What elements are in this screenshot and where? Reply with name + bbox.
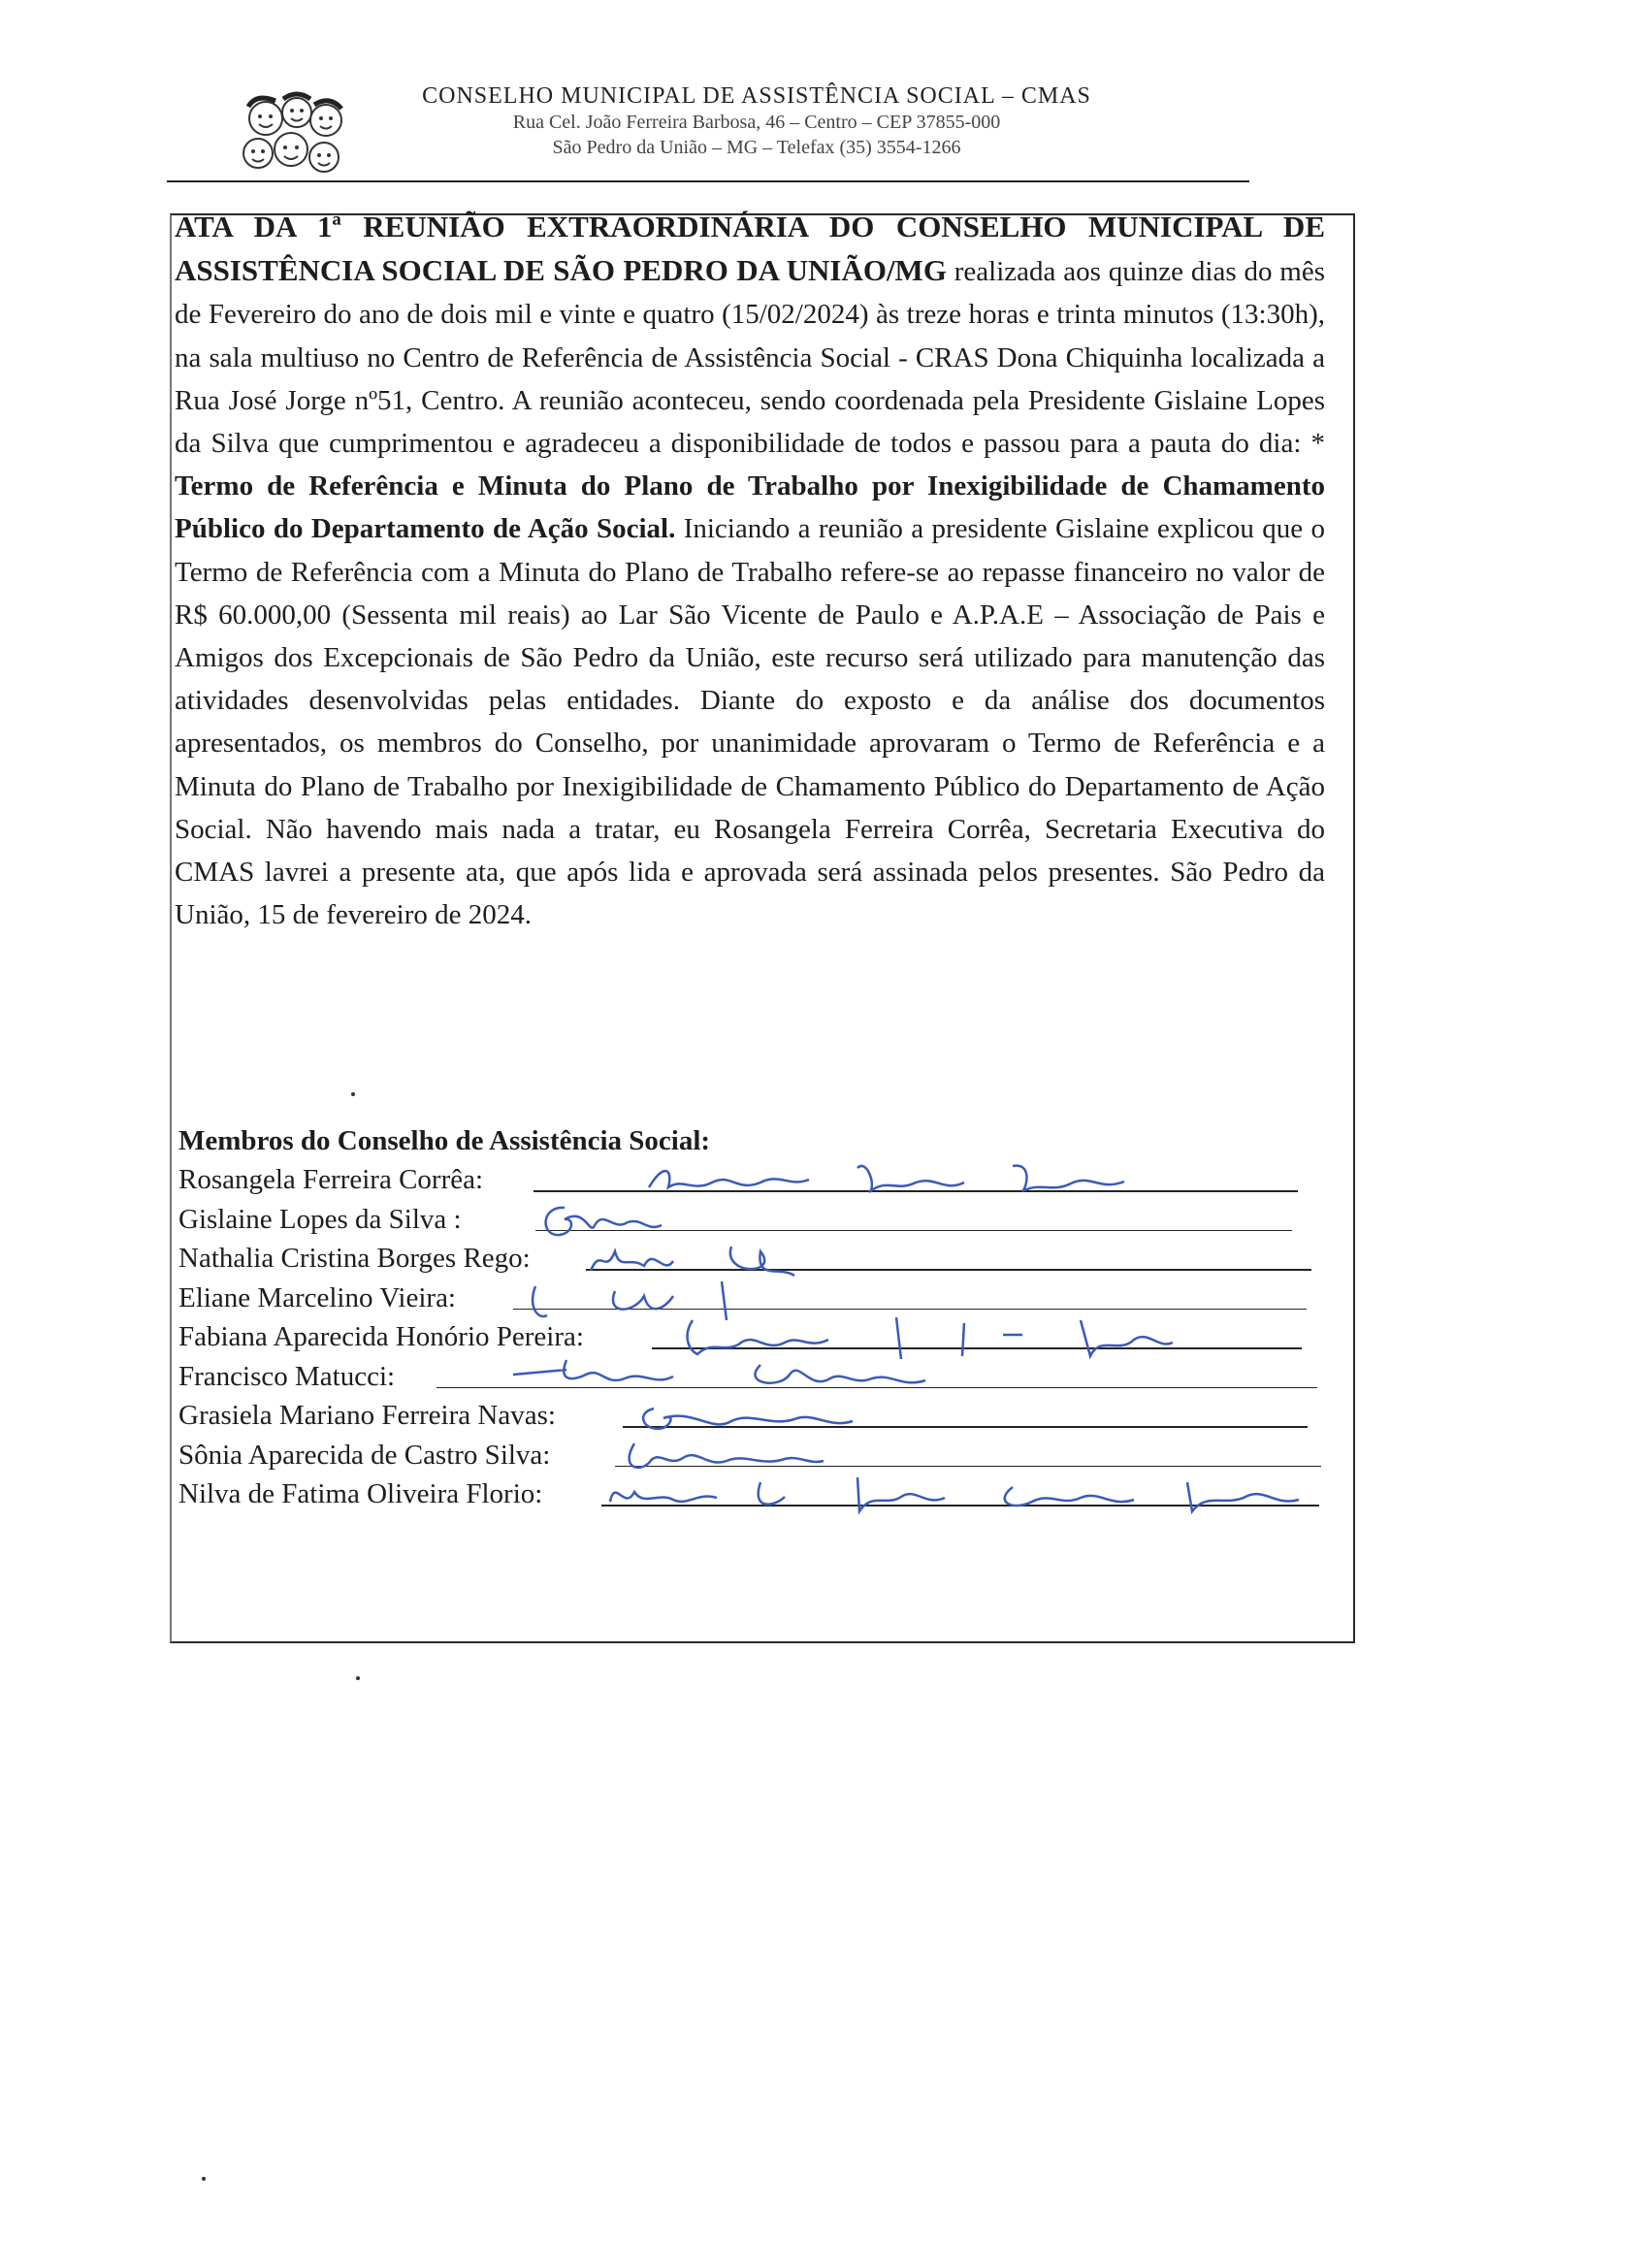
scan-speck <box>351 1092 355 1096</box>
council-name: CONSELHO MUNICIPAL DE ASSISTÊNCIA SOCIAL – CMAS <box>422 83 1091 109</box>
member-name: Grasiela Mariano Ferreira Navas: <box>178 1400 556 1431</box>
council-city-phone: São Pedro da União – MG – Telefax (35) 3554-1266 <box>552 137 961 158</box>
member-row <box>178 1355 1333 1395</box>
letterhead-divider <box>167 180 1249 182</box>
member-name: Eliane Marcelino Vieira: <box>178 1281 456 1313</box>
members-heading: Membros do Conselho de Assistência Social: <box>178 1125 711 1156</box>
member-name: Sônia Aparecida de Castro Silva: <box>178 1439 551 1471</box>
member-name: Gislaine Lopes da Silva : <box>178 1203 462 1235</box>
member-row <box>178 1394 1333 1434</box>
member-row <box>178 1198 1333 1238</box>
member-row <box>178 1237 1333 1277</box>
minutes-body: Iniciando a reunião a presidente Gislaine explicou que o Termo de Referência com a Minuta do Plano de Trabalho refere-se ao repasse financeiro no valor de R$ 60.000,00 (Sessenta mil reais) ao Lar São Vicente de Paulo e A.P.A.E – Associação de Pais e Amigos dos Excepcionais de São Pedro da União, este recurso será utilizado para manutenção das atividades desenvolvidas pelas entidades. Diante do exposto e da análise dos documentos apresentados, os membros do Conselho, por unanimidade aprovaram o Termo de Referência e a Minuta do Plano de Trabalho por Inexigibilidade de Chamamento Público do Departamento de Ação Social. Não havendo mais nada a tratar, eu Rosangela Ferreira Corrêa, Secretaria Executiva do CMAS lavrei a presente ata, que após lida e aprovada será assinada pelos presentes. São Pedro da União, 15 de fevereiro de 2024. <box>175 513 1325 931</box>
member-row <box>178 1315 1333 1355</box>
scan-speck <box>356 1676 360 1680</box>
handwritten-signature <box>605 1473 1333 1527</box>
member-name: Francisco Matucci: <box>178 1360 396 1392</box>
minutes-heading: ATA DA 1ª REUNIÃO EXTRAORDINÁRIA DO CONSELHO MUNICIPAL DE ASSISTÊNCIA SOCIAL DE SÃO PEDRO DA UNIÃO/MG <box>175 210 1325 288</box>
member-name: Fabiana Aparecida Honório Pereira: <box>178 1321 584 1352</box>
member-row <box>178 1434 1333 1474</box>
letterhead <box>369 83 1145 160</box>
member-row <box>178 1158 1333 1198</box>
scan-speck <box>202 2177 206 2181</box>
member-row <box>178 1277 1333 1316</box>
minutes-intro: realizada aos quinze dias do mês de Fevereiro do ano de dois mil e vinte e quatro (15/02/2024) às treze horas e trinta minutos (13:30h), na sala multiuso no Centro de Referência de Assistência Social - CRAS Dona Chiquinha localizada a Rua José Jorge nº51, Centro. A reunião aconteceu, sendo coordenada pela Presidente Gislaine Lopes da Silva que cumprimentou e agradeceu a disponibilidade de todos e passou para a pauta do dia: * <box>175 256 1325 460</box>
member-name: Nilva de Fatima Oliveira Florio: <box>178 1478 543 1509</box>
member-name: Nathalia Cristina Borges Rego: <box>178 1243 531 1274</box>
children-faces-logo-icon <box>237 89 351 182</box>
council-address: Rua Cel. João Ferreira Barbosa, 46 – Centro – CEP 37855-000 <box>512 112 1001 133</box>
minutes-text <box>175 206 1325 936</box>
agenda-item: Termo de Referência e Minuta do Plano de Trabalho por Inexigibilidade de Chamamento Público do Departamento de Ação Social. <box>175 470 1325 545</box>
member-row <box>178 1473 1333 1512</box>
member-name: Rosangela Ferreira Corrêa: <box>178 1164 484 1195</box>
council-members-section <box>178 1123 1333 1512</box>
